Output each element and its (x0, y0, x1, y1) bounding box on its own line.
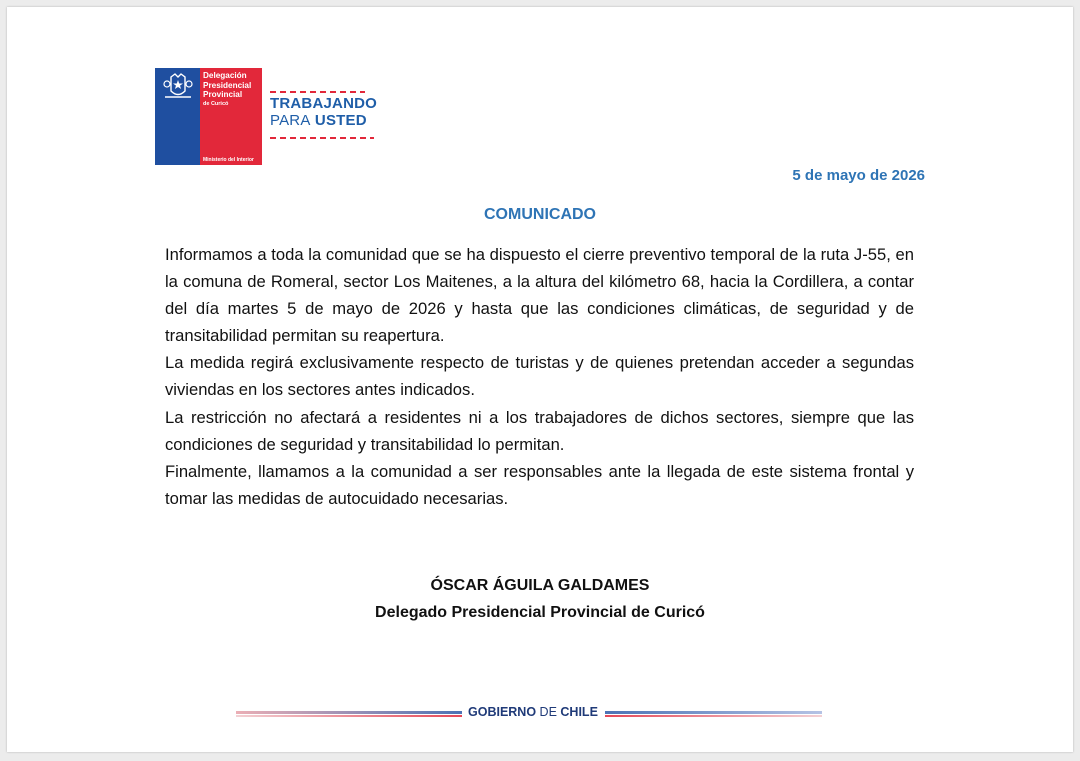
logo-org-line: Presidencial (203, 80, 252, 90)
footer-gobierno (236, 703, 822, 723)
tagline-word: PARA (270, 112, 311, 129)
logo-org-line: de Curicó (203, 100, 229, 107)
footer-word: CHILE (560, 705, 598, 719)
footer-stripe (236, 715, 462, 717)
logo-organization-name (203, 71, 260, 108)
footer-stripe (605, 711, 822, 714)
delegacion-logo (155, 68, 262, 165)
tagline-line2 (270, 112, 377, 129)
footer-word: DE (539, 705, 557, 719)
logo-ministry: Ministerio del Interior (203, 157, 254, 163)
coat-of-arms-icon (161, 71, 195, 101)
signatory-name: ÓSCAR ÁGUILA GALDAMES (430, 577, 650, 594)
logo-blue-panel (155, 68, 200, 165)
tagline-dashes (270, 91, 365, 93)
body-paragraph: Informamos a toda la comunidad que se ha dispuesto el cierre preventivo temporal de la ruta J-55, en la comuna de Romeral, sector Los Maitenes, a la altura del kilómetro 68, hacia la Cordillera, a contar del día martes 5 de mayo de 2026 y hasta que las condiciones climáticas, de seguridad y de transitabilidad permitan su reapertura. (165, 245, 914, 346)
logo-org-line: Delegación (203, 71, 247, 80)
body-paragraph: La restricción no afectará a residentes ni a los trabajadores de dichos sectores, siempre que las condiciones de seguridad y transitabilidad lo permitan. (165, 407, 914, 454)
body-paragraph: La medida regirá exclusivamente respecto de turistas y de quienes pretendan acceder a segundas viviendas en los sectores antes indicados. (165, 353, 914, 400)
footer-stripe (605, 715, 822, 717)
body-paragraph: Finalmente, llamamos a la comunidad a ser responsables ante la llegada de este sistema frontal y tomar las medidas de autocuidado necesarias. (165, 461, 914, 508)
logo-red-panel (200, 68, 262, 165)
logo-org-line: Provincial (203, 90, 243, 99)
document-date: 5 de mayo de 2026 (792, 167, 925, 184)
footer-word: GOBIERNO (468, 705, 537, 719)
tagline-word: USTED (314, 112, 367, 129)
document-body (165, 241, 914, 512)
signature-block (0, 572, 1080, 626)
tagline (270, 95, 377, 129)
footer-stripe (236, 711, 462, 714)
tagline-line1: TRABAJANDO (270, 95, 377, 112)
signatory-role: Delegado Presidencial Provincial de Curicó (375, 604, 705, 621)
document-title: COMUNICADO (484, 206, 596, 223)
footer-label (468, 705, 598, 719)
tagline-dashes (270, 137, 374, 139)
